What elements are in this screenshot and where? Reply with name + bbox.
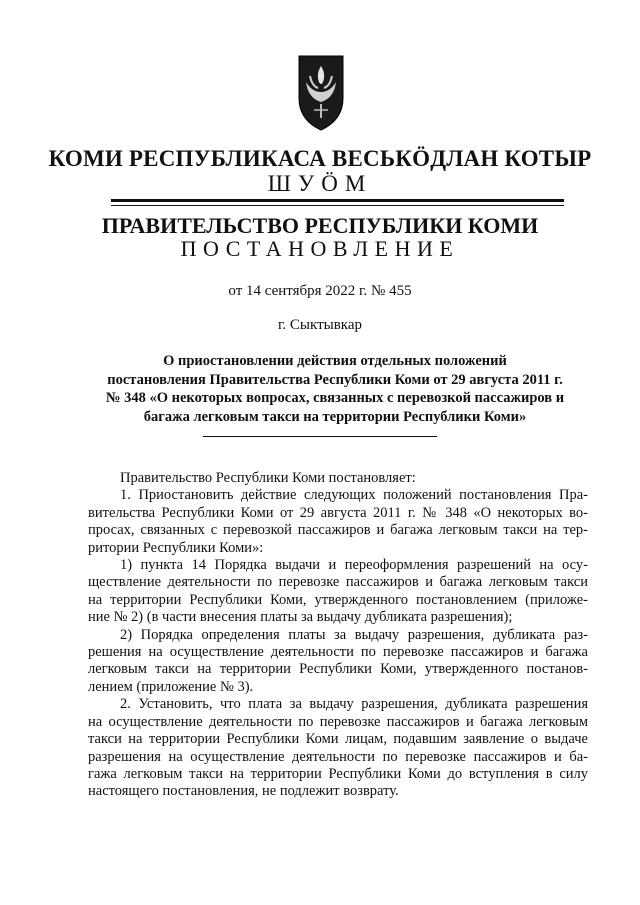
paragraph-line: ритории Республики Коми»:	[88, 539, 264, 556]
paragraph-line: 1) пункта 14 Порядка выдачи и переоформления разрешений на осу-	[120, 557, 588, 574]
paragraph-line: на осуществление деятельности по перевозке пассажиров и багажа легковым	[88, 713, 588, 730]
heading-underline	[203, 436, 437, 437]
paragraph-line: ние № 2) (в части внесения платы за выдачу дубликата разрешения);	[88, 609, 513, 626]
decree-word: ПОСТАНОВЛЕНИЕ	[180, 236, 460, 261]
government-title: ПРАВИТЕЛЬСТВО РЕСПУБЛИКИ КОМИ	[101, 213, 539, 238]
paragraph-line: вительства Республики Коми от 29 августа 2011 г. № 348 «О некоторых во-	[88, 504, 588, 521]
decree-city: г. Сыктывкар	[277, 317, 363, 333]
komi-decree-word: ШУӦМ	[267, 171, 373, 196]
decree-body	[88, 470, 588, 801]
decree-heading	[100, 352, 570, 426]
paragraph-line: лением (приложение № 3).	[88, 678, 254, 695]
heading-line: багажа легковым такси на территории Республики Коми»	[143, 408, 527, 425]
header-divider-thin	[111, 205, 564, 206]
paragraph-2	[88, 696, 588, 800]
paragraph-line: на территории Республики Коми, утвержденного постановлением (приложе-	[88, 591, 588, 608]
paragraph-1	[88, 487, 588, 557]
heading-line: № 348 «О некоторых вопросах, связанных с перевозкой пассажиров и	[105, 390, 565, 406]
body-intro: Правительство Республики Коми постановляет:	[120, 470, 416, 486]
header-divider-thick	[111, 199, 564, 202]
komi-government-title: КОМИ РЕСПУБЛИКАСА ВЕСЬКӦДЛАН КОТЫР	[48, 146, 592, 171]
paragraph-line: 2. Установить, что плата за выдачу разрешения, дубликата разрешения	[120, 696, 588, 713]
heading-line: О приостановлении действия отдельных положений	[163, 353, 507, 369]
paragraph-line: решения на осуществление деятельности по перевозке пассажиров и багажа	[88, 644, 588, 661]
komi-coat-of-arms-icon	[296, 52, 346, 132]
heading-line: постановления Правительства Республики Коми от 29 августа 2011 г.	[107, 371, 563, 388]
paragraph-line: просах, связанных с перевозкой пассажиров и багажа легковым такси на тер-	[88, 522, 588, 539]
paragraph-line: легковым такси на территории Республики Коми, утвержденного постанов-	[88, 661, 588, 678]
paragraph-line: такси на территории Республики Коми лицам, подавшим заявление о выдаче	[88, 731, 588, 748]
paragraph-line: разрешения на осуществление деятельности по перевозке пассажиров и ба-	[88, 748, 588, 765]
paragraph-1-item-2	[88, 627, 588, 697]
paragraph-line: 2) Порядка определения платы за выдачу разрешения, дубликата раз-	[120, 626, 588, 643]
paragraph-line: ществление деятельности по перевозке пассажиров и багажа легковым такси	[88, 574, 588, 591]
paragraph-1-item-1	[88, 557, 588, 627]
decree-date-number: от 14 сентября 2022 г. № 455	[228, 283, 412, 299]
paragraph-line: настоящего постановления, не подлежит возврату.	[88, 783, 399, 800]
paragraph-line: гажа легковым такси на территории Республики Коми до вступления в силу	[88, 765, 588, 782]
paragraph-line: 1. Приостановить действие следующих положений постановления Пра-	[120, 487, 588, 504]
